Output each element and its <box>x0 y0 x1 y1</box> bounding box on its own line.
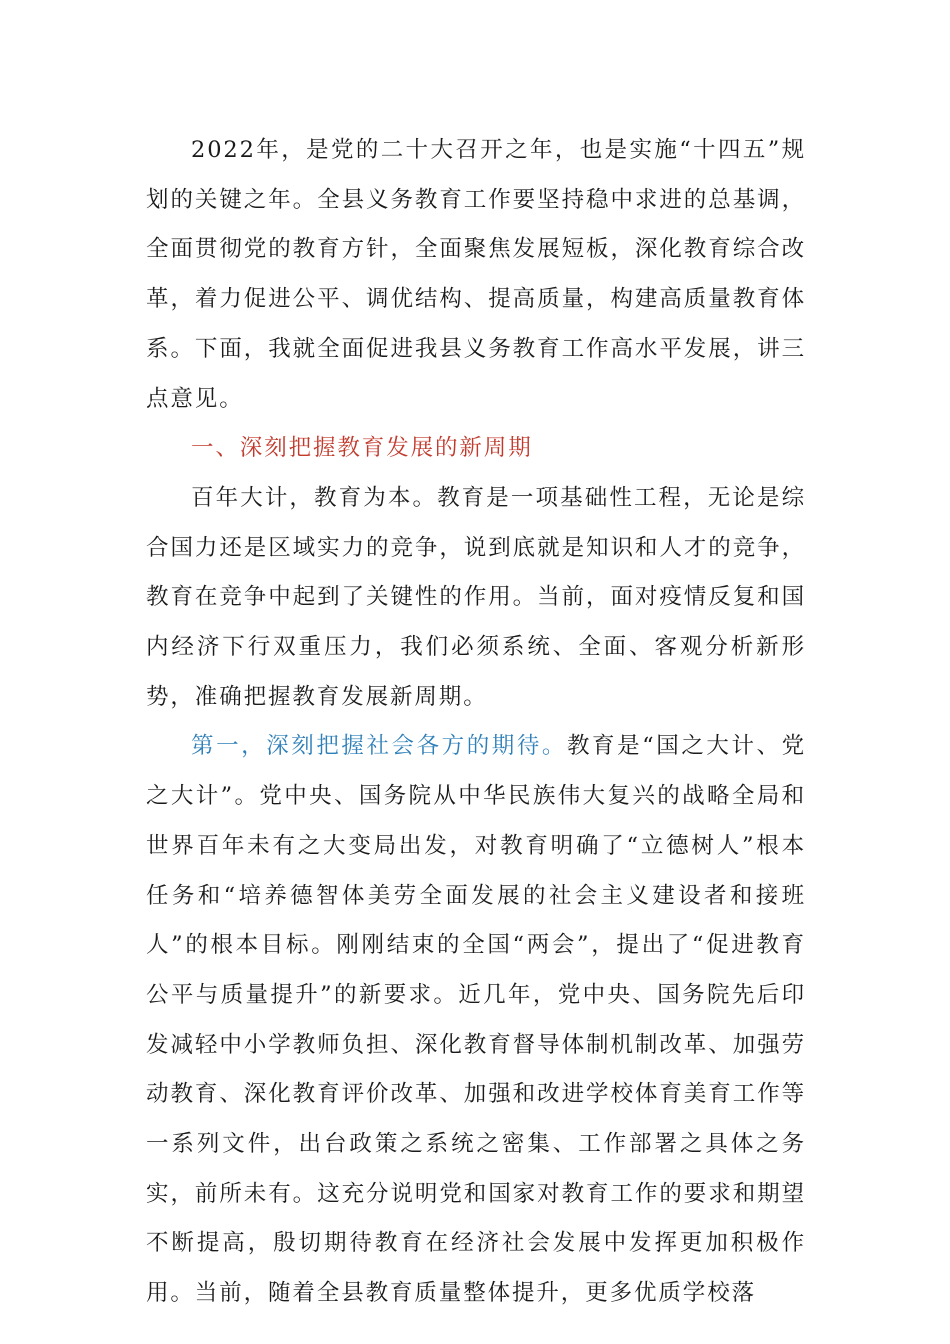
point-1-lead-phrase: 第一，深刻把握社会各方的期待。 <box>191 733 567 760</box>
point-1-body-text: 教育是“国之大计、党之大计”。党中央、国务院从中华民族伟大复兴的战略全局和世界百年未有之大变局出发，对教育明确了“立德树人”根本任务和“培养德智体美劳全面发展的社会主义建设者和接班人”的根本目标。刚刚结束的全国“两会”，提出了“促进教育公平与质量提升”的新要求。近几年，党中央、国务院先后印发减轻中小学教师负担、深化教育督导体制机制改革、加强劳动教育、深化教育评价改革、加强和改进学校体育美育工作等一系列文件，出台政策之系统之密集、工作部署之具体之务实，前所未有。这充分说明党和国家对教育工作的要求和期望不断提高，殷切期待教育在经济社会发展中发挥更加积极作用。当前，随着全县教育质量整体提升，更多优质学校落 <box>146 733 806 1307</box>
document-body <box>146 126 806 1319</box>
point-1-paragraph <box>146 722 806 1318</box>
section-1-paragraph: 百年大计，教育为本。教育是一项基础性工程，无论是综合国力还是区域实力的竞争，说到底就是知识和人才的竞争，教育在竞争中起到了关键性的作用。当前，面对疫情反复和国内经济下行双重压力，我们必须系统、全面、客观分析新形势，准确把握教育发展新周期。 <box>146 484 806 710</box>
section-heading-1: 一、深刻把握教育发展的新周期 <box>191 435 533 462</box>
intro-paragraph: 2022年，是党的二十大召开之年，也是实施“十四五”规划的关键之年。全县义务教育工作要坚持稳中求进的总基调，全面贯彻党的教育方针，全面聚焦发展短板，深化教育综合改革，着力促进公平、调优结构、提高质量，构建高质量教育体系。下面，我就全面促进我县义务教育工作高水平发展，讲三点意见。 <box>146 137 806 412</box>
